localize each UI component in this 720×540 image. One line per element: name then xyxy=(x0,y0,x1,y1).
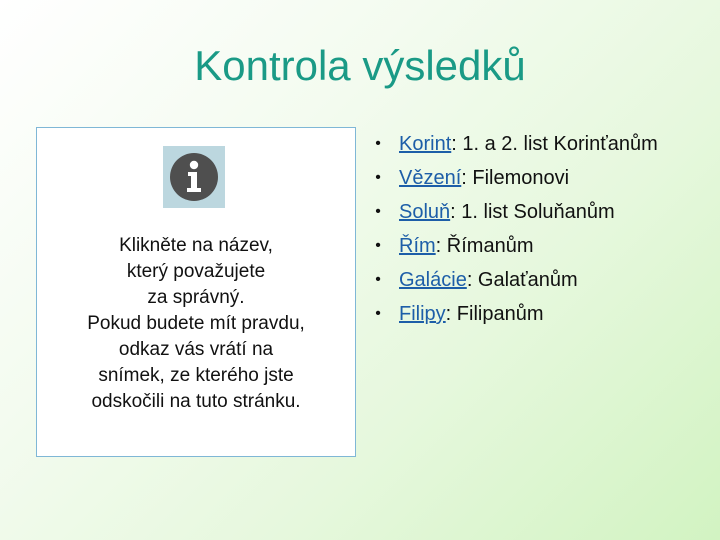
instruction-line: Klikněte na název, xyxy=(119,235,273,256)
item-text: : 1. a 2. list Korinťanům xyxy=(451,133,658,155)
info-icon xyxy=(163,146,225,208)
item-text: : Římanům xyxy=(435,235,534,257)
instruction-box xyxy=(36,127,356,457)
bullet-icon: • xyxy=(375,271,381,288)
instruction-line: za správný. xyxy=(147,287,245,308)
list-item xyxy=(368,232,708,260)
bullet-icon: • xyxy=(375,135,381,152)
link-solun[interactable]: Soluň xyxy=(399,201,451,223)
list-item xyxy=(368,198,708,226)
list-item xyxy=(368,300,708,328)
instruction-text xyxy=(37,233,355,415)
bullet-icon: • xyxy=(375,237,381,254)
bullet-icon: • xyxy=(375,203,381,220)
instruction-line: Pokud budete mít pravdu, xyxy=(87,313,305,334)
link-galacie[interactable]: Galácie xyxy=(399,269,467,291)
list-item xyxy=(368,164,708,192)
link-vezeni[interactable]: Vězení xyxy=(399,167,462,189)
item-text: : Filipanům xyxy=(445,303,544,325)
bullet-icon: • xyxy=(375,169,381,186)
instruction-line: který považujete xyxy=(126,261,266,282)
instruction-line: odskočili na tuto stránku. xyxy=(91,391,301,412)
item-text: : Galaťanům xyxy=(466,269,578,291)
item-text: : 1. list Soluňanům xyxy=(450,201,615,223)
list-item xyxy=(368,130,708,158)
list-item xyxy=(368,266,708,294)
instruction-line: odkaz vás vrátí na xyxy=(118,339,274,360)
link-filipy[interactable]: Filipy xyxy=(399,303,446,325)
bullet-icon: • xyxy=(375,305,381,322)
slide-title: Kontrola výsledků xyxy=(194,42,526,89)
link-rim[interactable]: Řím xyxy=(399,235,436,257)
instruction-line: snímek, ze kterého jste xyxy=(98,365,294,386)
answer-list xyxy=(368,130,708,334)
item-text: : Filemonovi xyxy=(461,167,570,189)
link-korint[interactable]: Korint xyxy=(399,133,452,155)
